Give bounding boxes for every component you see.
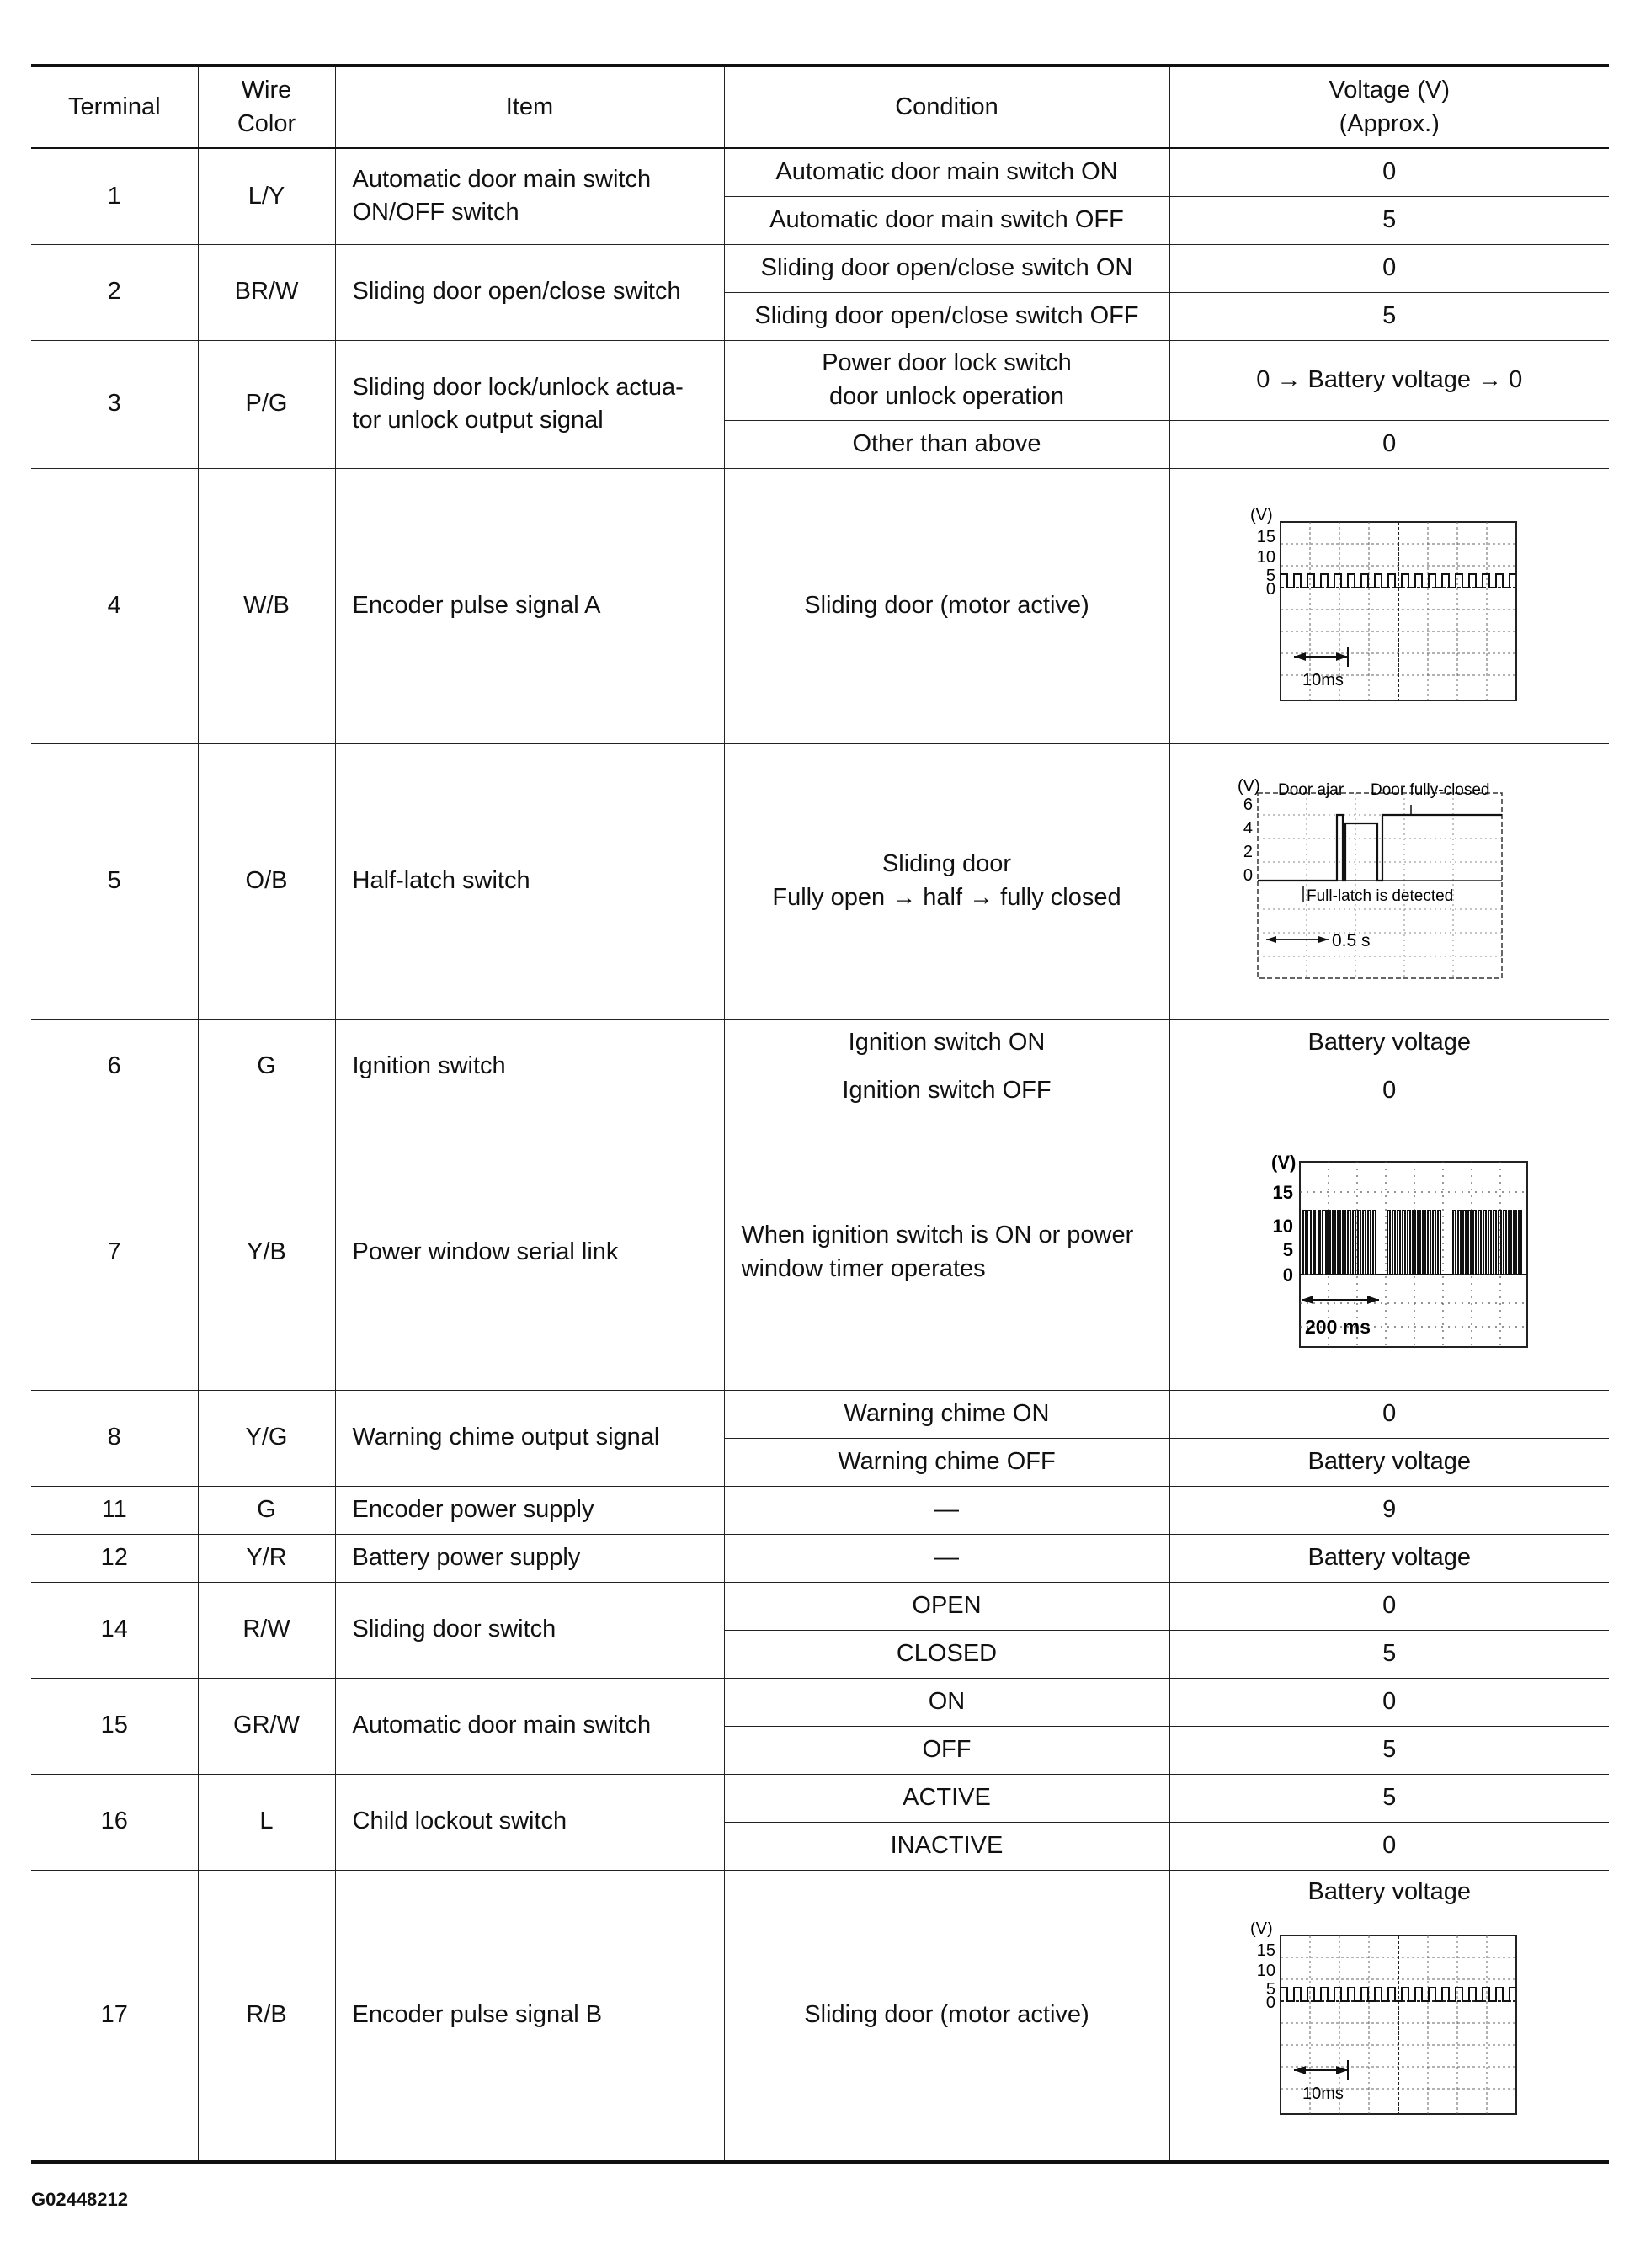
tick-label: 0 bbox=[1266, 1993, 1276, 2012]
period-label: 10ms bbox=[1302, 2084, 1344, 2103]
condition-cell: Automatic door main switch OFF bbox=[724, 196, 1169, 244]
wire-color-cell: GR/W bbox=[198, 1678, 335, 1774]
condition-cell: ACTIVE bbox=[724, 1774, 1169, 1822]
terminal-cell: 1 bbox=[31, 148, 198, 244]
item-cell: Encoder power supply bbox=[335, 1486, 724, 1534]
item-cell: Encoder pulse signal A bbox=[335, 468, 724, 743]
wire-color-cell: R/B bbox=[198, 1870, 335, 2162]
wire-color-cell: Y/R bbox=[198, 1534, 335, 1582]
terminal-cell: 14 bbox=[31, 1582, 198, 1678]
encoder-b-waveform bbox=[1250, 1922, 1528, 2117]
condition-cell: Ignition switch OFF bbox=[724, 1067, 1169, 1115]
voltage-cell: 9 bbox=[1169, 1486, 1609, 1534]
terminal-cell: 5 bbox=[31, 743, 198, 1019]
period-label: 10ms bbox=[1302, 670, 1344, 689]
condition-cell: Sliding door open/close switch ON bbox=[724, 244, 1169, 292]
wire-color-cell: G bbox=[198, 1486, 335, 1534]
voltage-cell: 5 bbox=[1169, 1774, 1609, 1822]
door-fully-closed-label: Door fully-closed bbox=[1371, 780, 1490, 799]
tick-label: 15 bbox=[1257, 1941, 1276, 1960]
condition-cell: ON bbox=[724, 1678, 1169, 1726]
voltage-cell bbox=[1169, 1870, 1609, 2162]
table-row bbox=[31, 743, 1609, 1019]
tick-label: 2 bbox=[1243, 842, 1254, 861]
scope-unit: (V) bbox=[1250, 1921, 1273, 1938]
voltage-cell: 0 bbox=[1169, 1678, 1609, 1726]
table-row bbox=[31, 244, 1609, 292]
terminal-cell: 12 bbox=[31, 1534, 198, 1582]
terminal-cell: 11 bbox=[31, 1486, 198, 1534]
tick-label: 5 bbox=[1266, 1979, 1276, 1999]
condition-cell: Warning chime ON bbox=[724, 1390, 1169, 1438]
header-item: Item bbox=[335, 66, 724, 148]
condition-cell: Automatic door main switch ON bbox=[724, 148, 1169, 196]
voltage-cell: 0 bbox=[1169, 1067, 1609, 1115]
table-row bbox=[31, 1115, 1609, 1390]
terminal-voltage-table bbox=[31, 64, 1609, 2164]
condition-cell: Sliding door (motor active) bbox=[724, 468, 1169, 743]
table-row bbox=[31, 468, 1609, 743]
voltage-cell: 5 bbox=[1169, 292, 1609, 340]
voltage-cell: 5 bbox=[1169, 1630, 1609, 1678]
condition-cell: Sliding door open/close switch OFF bbox=[724, 292, 1169, 340]
condition-cell: When ignition switch is ON or power window timer operates bbox=[724, 1115, 1169, 1390]
tick-label: 5 bbox=[1283, 1238, 1294, 1260]
voltage-cell: 5 bbox=[1169, 1726, 1609, 1774]
tick-label: 5 bbox=[1266, 566, 1276, 585]
item-cell: Encoder pulse signal B bbox=[335, 1870, 724, 2162]
condition-cell: Sliding door (motor active) bbox=[724, 1870, 1169, 2162]
condition-cell: Warning chime OFF bbox=[724, 1438, 1169, 1486]
wire-color-cell: Y/B bbox=[198, 1115, 335, 1390]
terminal-cell: 16 bbox=[31, 1774, 198, 1870]
item-cell: Sliding door lock/unlock actua- tor unlock output signal bbox=[335, 340, 724, 468]
battery-voltage-label: Battery voltage bbox=[1307, 1877, 1471, 1905]
voltage-cell: 0 bbox=[1169, 1822, 1609, 1870]
terminal-cell: 6 bbox=[31, 1019, 198, 1115]
voltage-cell bbox=[1169, 743, 1609, 1019]
tick-label: 4 bbox=[1243, 818, 1254, 838]
terminal-cell: 17 bbox=[31, 1870, 198, 2162]
condition-cell: OPEN bbox=[724, 1582, 1169, 1630]
table-row bbox=[31, 148, 1609, 196]
wire-color-cell: W/B bbox=[198, 468, 335, 743]
terminal-cell: 7 bbox=[31, 1115, 198, 1390]
voltage-cell bbox=[1169, 468, 1609, 743]
voltage-cell: 0 bbox=[1169, 148, 1609, 196]
tick-label: 15 bbox=[1272, 1181, 1294, 1203]
terminal-cell: 2 bbox=[31, 244, 198, 340]
table-row bbox=[31, 1774, 1609, 1822]
tick-label: 0 bbox=[1243, 865, 1254, 885]
serial-link-waveform bbox=[1246, 1152, 1532, 1354]
scope-unit: (V) bbox=[1250, 508, 1273, 524]
scope-unit: (V) bbox=[1238, 776, 1260, 796]
table-row bbox=[31, 1534, 1609, 1582]
encoder-a-waveform bbox=[1250, 508, 1528, 704]
wire-color-cell: L bbox=[198, 1774, 335, 1870]
wire-color-cell: BR/W bbox=[198, 244, 335, 340]
item-cell: Sliding door switch bbox=[335, 1582, 724, 1678]
voltage-cell: Battery voltage bbox=[1169, 1019, 1609, 1067]
wire-color-cell: O/B bbox=[198, 743, 335, 1019]
item-cell: Automatic door main switch ON/OFF switch bbox=[335, 148, 724, 244]
voltage-cell: Battery voltage bbox=[1169, 1534, 1609, 1582]
table-row bbox=[31, 340, 1609, 420]
tick-label: 10 bbox=[1257, 547, 1276, 567]
full-latch-label: Full-latch is detected bbox=[1307, 886, 1454, 905]
table-row bbox=[31, 1390, 1609, 1438]
voltage-cell: 5 bbox=[1169, 196, 1609, 244]
tick-label: 10 bbox=[1257, 1961, 1276, 1980]
terminal-cell: 8 bbox=[31, 1390, 198, 1486]
door-ajar-label: Door ajar bbox=[1278, 780, 1344, 799]
tick-label: 0 bbox=[1266, 579, 1276, 599]
scope-unit: (V) bbox=[1271, 1151, 1297, 1173]
condition-cell: Other than above bbox=[724, 420, 1169, 468]
table-header-row bbox=[31, 66, 1609, 148]
condition-cell: OFF bbox=[724, 1726, 1169, 1774]
voltage-cell: 0 bbox=[1169, 244, 1609, 292]
item-cell: Automatic door main switch bbox=[335, 1678, 724, 1774]
wire-color-cell: Y/G bbox=[198, 1390, 335, 1486]
item-cell: Sliding door open/close switch bbox=[335, 244, 724, 340]
condition-cell: — bbox=[724, 1486, 1169, 1534]
tick-label: 15 bbox=[1257, 527, 1276, 546]
tick-label: 0 bbox=[1283, 1264, 1294, 1286]
table-row bbox=[31, 1870, 1609, 2162]
voltage-cell: 0 → Battery voltage → 0 bbox=[1169, 340, 1609, 420]
wire-color-cell: P/G bbox=[198, 340, 335, 468]
table-row bbox=[31, 1486, 1609, 1534]
item-cell: Power window serial link bbox=[335, 1115, 724, 1390]
table-row bbox=[31, 1019, 1609, 1067]
table-row bbox=[31, 1582, 1609, 1630]
header-condition: Condition bbox=[724, 66, 1169, 148]
condition-cell: — bbox=[724, 1534, 1169, 1582]
header-wire-color: Wire Color bbox=[198, 66, 335, 148]
figure-code: G02448212 bbox=[31, 2189, 128, 2210]
wire-color-cell: R/W bbox=[198, 1582, 335, 1678]
item-cell: Ignition switch bbox=[335, 1019, 724, 1115]
terminal-cell: 4 bbox=[31, 468, 198, 743]
half-latch-waveform bbox=[1229, 776, 1549, 987]
condition-cell: Ignition switch ON bbox=[724, 1019, 1169, 1067]
terminal-cell: 3 bbox=[31, 340, 198, 468]
tick-label: 10 bbox=[1272, 1215, 1294, 1237]
wire-color-cell: L/Y bbox=[198, 148, 335, 244]
item-cell: Warning chime output signal bbox=[335, 1390, 724, 1486]
tick-label: 6 bbox=[1243, 795, 1254, 814]
voltage-cell: 0 bbox=[1169, 420, 1609, 468]
condition-cell: Sliding door Fully open → half → fully closed bbox=[724, 743, 1169, 1019]
wire-color-cell: G bbox=[198, 1019, 335, 1115]
period-label: 200 ms bbox=[1305, 1315, 1371, 1338]
condition-cell: INACTIVE bbox=[724, 1822, 1169, 1870]
item-cell: Battery power supply bbox=[335, 1534, 724, 1582]
header-terminal: Terminal bbox=[31, 66, 198, 148]
header-voltage: Voltage (V) (Approx.) bbox=[1169, 66, 1609, 148]
table-row bbox=[31, 1678, 1609, 1726]
voltage-cell: Battery voltage bbox=[1169, 1438, 1609, 1486]
voltage-cell: 0 bbox=[1169, 1390, 1609, 1438]
condition-cell: Power door lock switch door unlock operation bbox=[724, 340, 1169, 420]
condition-cell: CLOSED bbox=[724, 1630, 1169, 1678]
voltage-cell bbox=[1169, 1115, 1609, 1390]
item-cell: Half-latch switch bbox=[335, 743, 724, 1019]
voltage-cell: 0 bbox=[1169, 1582, 1609, 1630]
period-label: 0.5 s bbox=[1332, 930, 1371, 950]
item-cell: Child lockout switch bbox=[335, 1774, 724, 1870]
terminal-cell: 15 bbox=[31, 1678, 198, 1774]
